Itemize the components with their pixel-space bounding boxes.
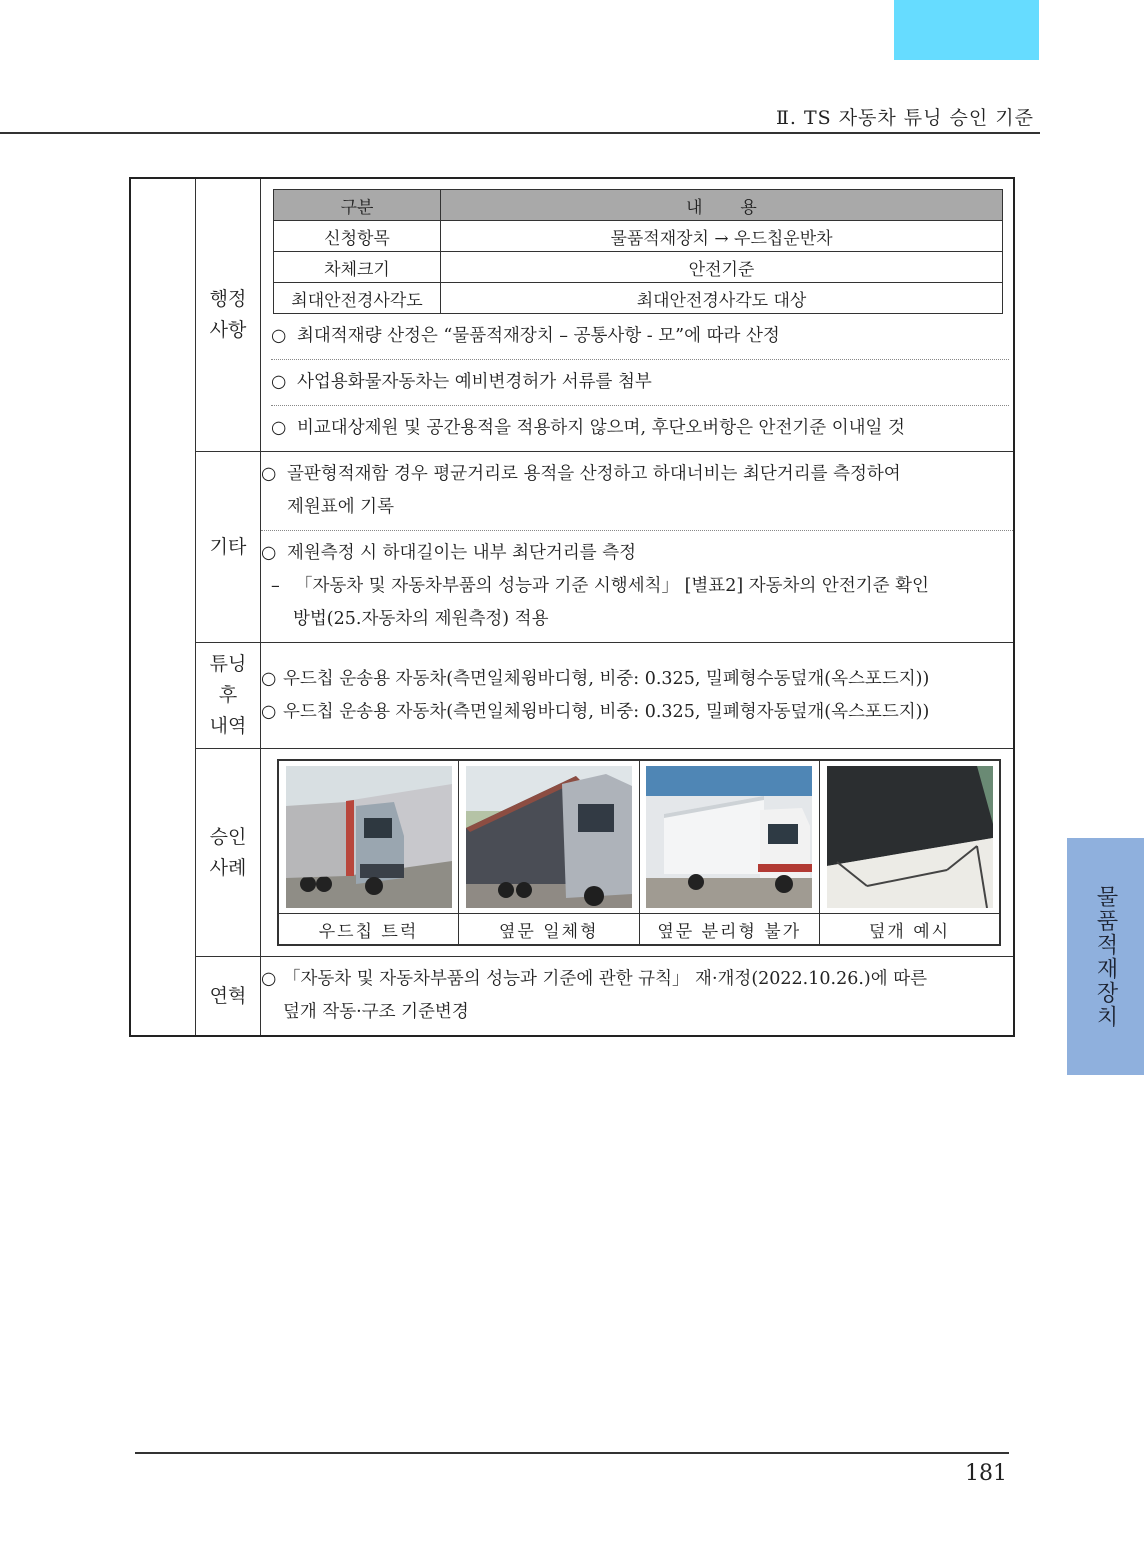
sub-table-row xyxy=(274,283,1003,314)
admin-bullet-text: 사업용화물자동차는 예비변경허가 서류를 첨부 xyxy=(297,372,652,392)
footer-rule xyxy=(135,1452,1009,1454)
etc-bullet-text-cont: 제원표에 기록 xyxy=(287,497,394,517)
history-text: 「자동차 및 자동차부품의 성능과 기준에 관한 규칙」 재·개정(2022.10.26.)에 따른 xyxy=(283,969,928,989)
row-content-etc xyxy=(261,452,1015,643)
bullet-symbol: ○ xyxy=(261,464,277,484)
etc-bullet xyxy=(261,530,1013,642)
after-bullet xyxy=(261,663,1013,696)
sub-cell-value: 최대안전경사각도 대상 xyxy=(441,283,1003,314)
page-header-title: Ⅱ. TS 자동차 튜닝 승인 기준 xyxy=(775,107,1034,129)
blank-column-cell xyxy=(130,178,196,1036)
bullet-symbol: ○ xyxy=(261,701,277,722)
bullet-symbol: ○ xyxy=(261,668,277,689)
photo-cell xyxy=(820,760,1001,914)
photo-caption: 옆문 일체형 xyxy=(459,914,640,946)
row-content-admin xyxy=(261,178,1015,452)
row-admin xyxy=(130,178,1014,452)
sub-header-content: 내 용 xyxy=(441,190,1003,221)
admin-bullet-text: 최대적재량 산정은 “물품적재장치 – 공통사항 - 모”에 따라 산정 xyxy=(297,326,780,346)
etc-bullet xyxy=(261,452,1013,530)
photo-caption: 덮개 예시 xyxy=(820,914,1001,946)
row-content-approval-cases xyxy=(261,749,1015,957)
photo-cell xyxy=(459,760,640,914)
bullet-symbol: ○ xyxy=(271,326,287,346)
sub-cell-key: 신청항목 xyxy=(274,221,441,252)
photo-wood-chip-truck xyxy=(286,766,452,908)
photo-cell xyxy=(639,760,820,914)
caption-row xyxy=(278,914,1000,946)
row-after-tuning xyxy=(130,643,1014,749)
row-label-after-tuning: 튜닝 후 내역 xyxy=(196,643,261,749)
photo-grid xyxy=(277,759,1001,946)
dash-symbol: – xyxy=(271,576,280,596)
history-text-cont: 덮개 작동·구조 기준변경 xyxy=(283,1002,469,1022)
side-tab-label: 물품적재장치 xyxy=(1093,884,1118,1029)
admin-bullet xyxy=(271,359,1009,405)
row-content-history xyxy=(261,957,1015,1037)
admin-bullet xyxy=(271,320,1009,359)
after-bullet-text: 우드칩 운송용 자동차(측면일체윙바디형, 비중: 0.325, 밀폐형수동덮개(옥스포드지)) xyxy=(283,668,930,689)
header-rule xyxy=(0,132,1040,134)
etc-dash-text-cont: 방법(25.자동차의 제원측정) 적용 xyxy=(293,609,549,629)
photo-cover-example xyxy=(827,766,993,908)
bullet-symbol: ○ xyxy=(261,543,277,563)
photo-row xyxy=(278,760,1000,914)
photo-separate-side-door-not-allowed xyxy=(646,766,812,908)
sub-cell-value: 안전기준 xyxy=(441,252,1003,283)
row-label-history: 연혁 xyxy=(196,957,261,1037)
row-label-admin: 행정 사항 xyxy=(196,178,261,452)
sub-table-row xyxy=(274,252,1003,283)
row-etc xyxy=(130,452,1014,643)
row-label-approval-cases: 승인 사례 xyxy=(196,749,261,957)
photo-integrated-side-door xyxy=(466,766,632,908)
etc-dash-text: 「자동차 및 자동차부품의 성능과 기준 시행세칙」 [별표2] 자동차의 안전기준 확인 xyxy=(295,576,929,596)
sub-cell-key: 최대안전경사각도 xyxy=(274,283,441,314)
row-label-etc: 기타 xyxy=(196,452,261,643)
sub-table-header xyxy=(274,190,1003,221)
criteria-table xyxy=(129,177,1015,1037)
row-history xyxy=(130,957,1014,1037)
admin-bullet-text: 비교대상제원 및 공간용적을 적용하지 않으며, 후단오버항은 안전기준 이내일 것 xyxy=(297,418,905,438)
sub-table-row xyxy=(274,221,1003,252)
after-bullet-text: 우드칩 운송용 자동차(측면일체윙바디형, 비중: 0.325, 밀폐형자동덮개(옥스포드지)) xyxy=(283,701,930,722)
bullet-symbol: ○ xyxy=(271,418,287,438)
top-color-tab xyxy=(894,0,1039,60)
etc-bullet-text: 제원측정 시 하대길이는 내부 최단거리를 측정 xyxy=(287,543,637,563)
admin-sub-table xyxy=(273,189,1003,314)
page-number: 181 xyxy=(965,1461,1007,1486)
photo-caption: 우드칩 트럭 xyxy=(278,914,459,946)
sub-header-category: 구분 xyxy=(274,190,441,221)
sub-cell-key: 차체크기 xyxy=(274,252,441,283)
admin-bullet xyxy=(271,405,1009,451)
row-approval-cases xyxy=(130,749,1014,957)
side-chapter-tab[interactable] xyxy=(1067,838,1144,1075)
bullet-symbol: ○ xyxy=(261,969,277,989)
bullet-symbol: ○ xyxy=(271,372,287,392)
photo-cell xyxy=(278,760,459,914)
photo-caption: 옆문 분리형 불가 xyxy=(639,914,820,946)
row-content-after-tuning xyxy=(261,643,1015,749)
after-bullet xyxy=(261,696,1013,729)
etc-bullet-text: 골판형적재함 경우 평균거리로 용적을 산정하고 하대너비는 최단거리를 측정하여 xyxy=(287,464,901,484)
sub-cell-value: 물품적재장치 → 우드칩운반차 xyxy=(441,221,1003,252)
